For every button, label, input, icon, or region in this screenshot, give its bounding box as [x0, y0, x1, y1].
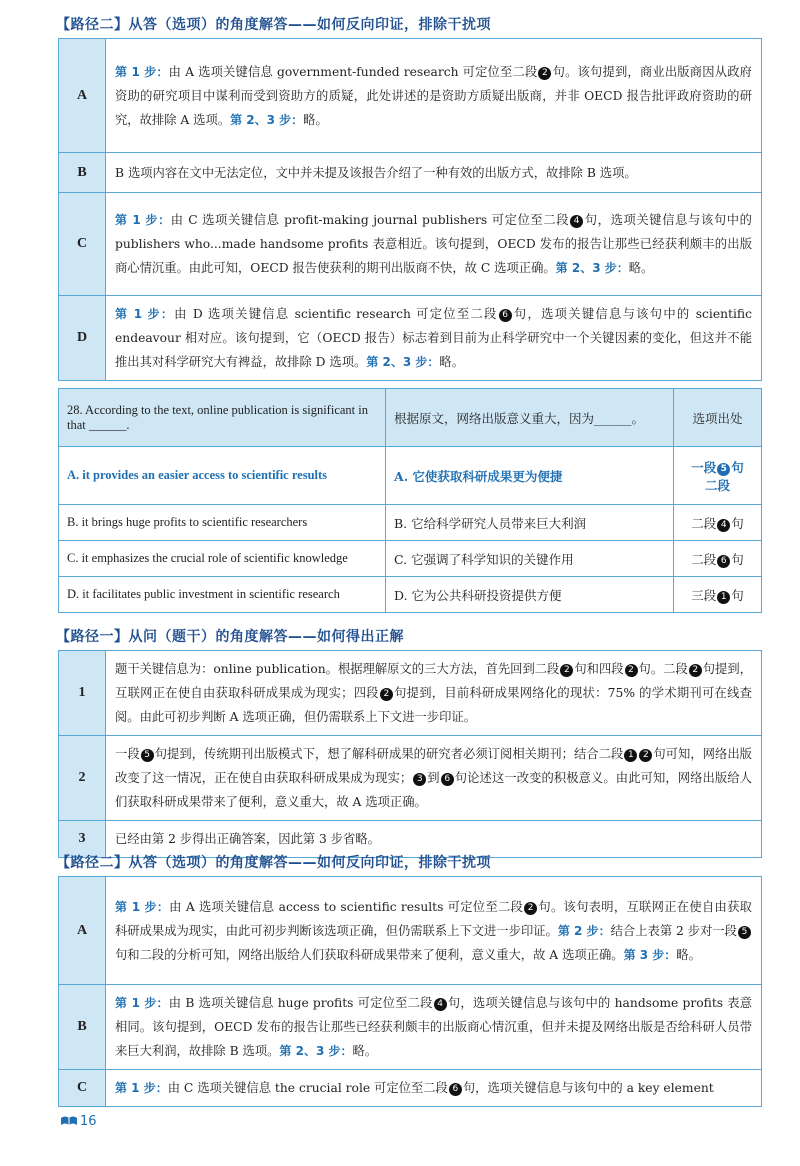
step-label: 第 2、3 步：	[230, 112, 304, 127]
row-label: 1	[59, 651, 106, 736]
option-source	[674, 541, 762, 577]
heading-text: 从答（选项）的角度解答——如何反向印证，排除干扰项	[128, 17, 491, 33]
explanation-text: 由 C 选项关键信息 the crucial role 可定位至二段	[167, 1081, 448, 1095]
explanation-text: 略。	[303, 112, 328, 127]
sentence-number-icon: 2	[625, 664, 638, 677]
source-suffix: 句	[731, 459, 744, 475]
source-para: 二段	[691, 551, 717, 567]
row-text	[106, 39, 762, 153]
row-label: A	[59, 877, 106, 985]
explanation-text: 由 A 选项关键信息 government-funded research 可定位至二段	[168, 64, 538, 79]
explanation-text: 句。二段	[638, 662, 688, 676]
option-en: D. it facilitates public investment in scientific research	[59, 577, 386, 613]
heading-bracket: 【路径二】	[56, 17, 129, 33]
option-row	[59, 577, 762, 613]
row-label: B	[59, 985, 106, 1070]
table-row	[59, 193, 762, 296]
source-header: 选项出处	[674, 389, 762, 447]
explanation-text: 略。	[439, 355, 464, 369]
step-label: 第 1 步：	[115, 1081, 168, 1095]
row-text	[106, 877, 762, 985]
section-heading-path2	[56, 14, 491, 34]
table-row	[59, 153, 762, 193]
explanation-text: 结合上表第 2 步对一段	[610, 923, 737, 938]
question-en: 28. According to the text, online publication is significant in that ______.	[59, 389, 386, 447]
sentence-number-icon: 2	[380, 688, 393, 701]
option-en: A. it provides an easier access to scientific results	[59, 447, 386, 505]
section-heading-path2-b	[56, 852, 491, 872]
explanation-text: 略。	[352, 1044, 378, 1058]
sentence-number-icon: 4	[434, 998, 447, 1011]
option-source	[674, 505, 762, 541]
explanation-text: 句，选项关键信息与该句中的 a key element	[462, 1081, 714, 1095]
sentence-number-icon: 5	[738, 926, 751, 939]
explanation-text: 句提到，互联网正在使自由获取科研成果成为现实；四段	[115, 662, 752, 700]
answer-row	[59, 447, 762, 505]
option-en: B. it brings huge profits to scientific researchers	[59, 505, 386, 541]
step-label: 第 2、3 步：	[279, 1044, 353, 1058]
sentence-number-icon: 2	[689, 664, 702, 677]
option-zh: A. 它使获取科研成果更为便捷	[386, 447, 674, 505]
question-zh: 根据原文，网络出版意义重大，因为______。	[386, 389, 674, 447]
row-text	[106, 985, 762, 1070]
section-heading-path1	[56, 626, 404, 646]
explanation-text: 句和四段	[574, 662, 624, 676]
option-source	[674, 447, 762, 505]
explanation-text: 题干关键信息为：online publication。根据理解原文的三大方法，首先回到二段	[115, 662, 560, 676]
option-row	[59, 541, 762, 577]
table-row	[59, 877, 762, 985]
source-suffix: 句	[731, 551, 744, 567]
step-label: 第 2、3 步：	[366, 355, 440, 369]
explanation-text: 略。	[628, 261, 654, 275]
sentence-number-icon: 6	[449, 1083, 462, 1096]
row-label: C	[59, 1070, 106, 1107]
sentence-number-icon: 6	[441, 773, 454, 786]
option-en: C. it emphasizes the crucial role of scientific knowledge	[59, 541, 386, 577]
sentence-number-icon: 4	[570, 215, 583, 228]
table-row	[59, 651, 762, 736]
sentence-number-icon: 1	[717, 591, 730, 604]
page-footer	[60, 1114, 97, 1129]
option-analysis-table-1	[58, 38, 762, 381]
question-table	[58, 388, 762, 613]
heading-text: 从答（选项）的角度解答——如何反向印证，排除干扰项	[128, 855, 491, 871]
option-analysis-table-2	[58, 876, 762, 1107]
explanation-text: 句和二段的分析可知，网络出版给人们获取科研成果带来了便利，意义重大，故 A 选项正确。	[115, 947, 624, 962]
sentence-number-icon: 2	[538, 67, 551, 80]
step-label: 第 3 步：	[623, 947, 677, 962]
step-table	[58, 650, 762, 858]
sentence-number-icon: 5	[141, 749, 154, 762]
explanation-text: 句。该句表明，互联网正在使自由获取科研成果成为现实，由此可初步判断该选项正确，但仍需联系上下文进一步印证。	[115, 899, 752, 938]
source-para-2: 二段	[704, 477, 730, 493]
book-icon	[60, 1115, 78, 1126]
row-text	[106, 153, 762, 193]
explanation-text: 句提到，传统期刊出版模式下，想了解科研成果的研究者必须订阅相关期刊；结合二段	[154, 747, 624, 761]
sentence-number-icon: 5	[717, 463, 730, 476]
sentence-number-icon: 2	[639, 749, 652, 762]
row-label: A	[59, 39, 106, 153]
explanation-text: B 选项内容在文中无法定位，文中并未提及该报告介绍了一种有效的出版方式，故排除 B 选项。	[115, 165, 637, 180]
step-label: 第 1 步：	[115, 996, 169, 1010]
sentence-number-icon: 1	[624, 749, 637, 762]
source-suffix: 句	[731, 587, 744, 603]
explanation-text: 由 D 选项关键信息 scientific research 可定位至二段	[174, 307, 498, 321]
explanation-text: 略。	[676, 947, 701, 962]
step-label: 第 1 步：	[115, 213, 171, 227]
heading-bracket: 【路径二】	[56, 855, 129, 871]
source-suffix: 句	[731, 515, 744, 531]
explanation-text: 一段	[115, 747, 140, 761]
row-text	[106, 651, 762, 736]
step-label: 第 1 步：	[115, 64, 169, 79]
source-para: 二段	[691, 515, 717, 531]
source-para: 三段	[691, 587, 717, 603]
heading-bracket: 【路径一】	[56, 629, 129, 645]
page-number: 16	[80, 1114, 97, 1129]
explanation-text: 由 B 选项关键信息 huge profits 可定位至二段	[168, 996, 433, 1010]
sentence-number-icon: 6	[499, 309, 512, 322]
sentence-number-icon: 3	[413, 773, 426, 786]
explanation-text: 由 A 选项关键信息 access to scientific results 可定位至二段	[169, 899, 524, 914]
source-para: 一段	[691, 459, 717, 475]
explanation-text: 句提到，目前科研成果网络化的现状：75% 的学术期刊可在线查阅。由此可初步判断 A 选项正确，但仍需联系上下文进一步印证。	[115, 686, 752, 724]
row-text	[106, 1070, 762, 1107]
step-label: 第 2、3 步：	[555, 261, 629, 275]
table-row	[59, 296, 762, 381]
step-label: 第 1 步：	[115, 307, 175, 321]
option-zh: B. 它给科学研究人员带来巨大利润	[386, 505, 674, 541]
explanation-text: 到	[427, 771, 440, 785]
explanation-text: 已经由第 2 步得出正确答案，因此第 3 步省略。	[115, 832, 380, 846]
explanation-text: 句，选项关键信息与该句中的 handsome profits 表意相同。该句提到，OECD 发布的报告让那些已经获利颇丰的出版商心情沉重，但并未提及网络出版是否给科研人员带来巨大利润，故排除 B 选项。	[115, 996, 752, 1058]
question-header-row	[59, 389, 762, 447]
explanation-text: 句，选项关键信息与该句中的 publishers who...made handsome profits 表意相近。该句提到，OECD 发布的报告让那些已经获利颇丰的出版商心情沉重。由此可知，OECD 报告使获利的期刊出版商不快，故 C 选项正确。	[115, 213, 752, 275]
option-zh: C. 它强调了科学知识的关键作用	[386, 541, 674, 577]
explanation-text: 句，选项关键信息与该句中的 scientific endeavour 相对应。该句提到，它（OECD 报告）标志着到目前为止科学研究中一个关键因素的变化，但这并不能推出其对科学研究大有裨益，故排除 D 选项。	[115, 307, 752, 369]
row-label: B	[59, 153, 106, 193]
explanation-text: 句论述这一改变的积极意义。由此可知，网络出版给人们获取科研成果带来了便利，意义重大，故 A 选项正确。	[115, 771, 752, 809]
sentence-number-icon: 6	[717, 555, 730, 568]
row-label: 2	[59, 736, 106, 821]
row-text	[106, 296, 762, 381]
table-row	[59, 985, 762, 1070]
sentence-number-icon: 2	[524, 902, 537, 915]
sentence-number-icon: 2	[560, 664, 573, 677]
option-row	[59, 505, 762, 541]
option-source	[674, 577, 762, 613]
table-row	[59, 39, 762, 153]
explanation-text: 由 C 选项关键信息 profit-making journal publishers 可定位至二段	[170, 213, 570, 227]
row-text	[106, 193, 762, 296]
explanation-text: 句可知，网络出版改变了这一情况，正在使自由获取科研成果成为现实；	[115, 747, 752, 785]
row-label: 3	[59, 821, 106, 858]
explanation-text: 句。该句提到，商业出版商因从政府资助的研究项目中谋利而受到资助方的质疑，此处讲述的是资助方质疑出版商，并非 OECD 报告批评政府资助的研究，故排除 A 选项。	[115, 64, 752, 127]
option-zh: D. 它为公共科研投资提供方便	[386, 577, 674, 613]
table-row	[59, 736, 762, 821]
row-label: D	[59, 296, 106, 381]
row-text	[106, 736, 762, 821]
table-row	[59, 1070, 762, 1107]
step-label: 第 2 步：	[557, 923, 611, 938]
heading-text: 从问（题干）的角度解答——如何得出正解	[128, 629, 404, 645]
row-label: C	[59, 193, 106, 296]
sentence-number-icon: 4	[717, 519, 730, 532]
step-label: 第 1 步：	[115, 899, 170, 914]
